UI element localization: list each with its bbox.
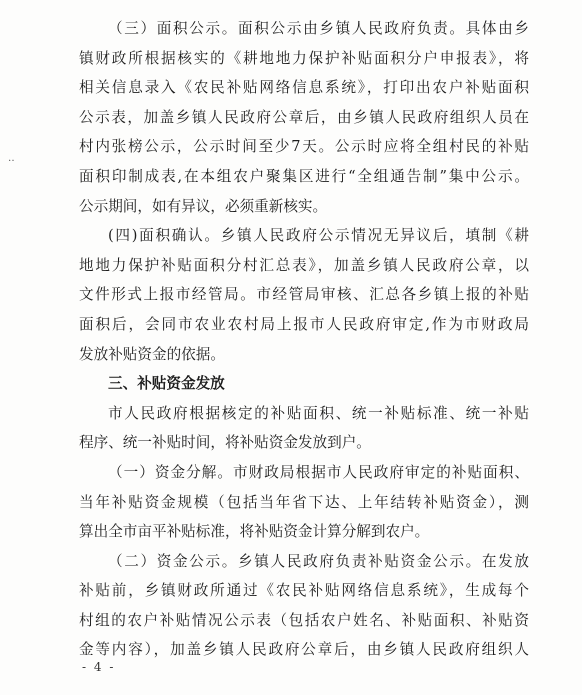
text-line: 当年补贴资金规模（包括当年省下达、上年结转补贴资金），测	[79, 493, 529, 511]
document-body	[79, 14, 529, 665]
text-line: 公示表，加盖乡镇人民政府公章后，由乡镇人民政府组织人员在	[79, 108, 529, 126]
text-line: 村组的农户补贴情况公示表（包括农户姓名、补贴面积、补贴资	[79, 611, 529, 629]
text-line: (四)面积确认。乡镇人民政府公示情况无异议后，填制《耕	[108, 227, 529, 245]
text-line: （三）面积公示。面积公示由乡镇人民政府负责。具体由乡	[108, 20, 529, 37]
text-line: 镇财政所根据核实的《耕地地力保护补贴面积分户申报表》，将	[79, 49, 529, 67]
text-line: 地地力保护补贴面积分村汇总表》，加盖乡镇人民政府公章，以	[79, 256, 529, 274]
text-line: 面积印制成表,在本组农户聚集区进行“全组通告制”集中公示。	[79, 167, 529, 185]
text-line: 市人民政府根据核定的补贴面积、统一补贴标准、统一补贴	[108, 404, 529, 422]
text-line: 文件形式上报市经管局。市经管局审核、汇总各乡镇上报的补贴	[79, 286, 529, 304]
page-number: - 4 -	[82, 660, 116, 674]
text-line: 金等内容），加盖乡镇人民政府公章后，由乡镇人民政府组织人	[79, 641, 529, 659]
text-line: 补贴前，乡镇财政所通过《农民补贴网络信息系统》，生成每个	[79, 582, 529, 600]
text-line: （二）资金公示。乡镇人民政府负责补贴资金公示。在发放	[108, 552, 529, 570]
text-line: （一）资金分解。市财政局根据市人民政府审定的补贴面积、	[108, 463, 529, 481]
text-line: 村内张榜公示，公示时间至少7天。公示时应将全组村民的补贴	[79, 138, 529, 156]
text-line: 面积后，会同市农业农村局上报市人民政府审定,作为市财政局	[79, 315, 529, 333]
paragraph-area-publicity	[79, 14, 529, 221]
paragraph-fund-publicity	[79, 547, 529, 665]
paragraph-section-intro	[79, 399, 529, 458]
margin-mark: ‥	[8, 153, 15, 164]
text-line: 程序、统一补贴时间，将补贴资金发放到户。	[79, 434, 371, 452]
text-line: 公示期间，如有异议，必须重新核实。	[79, 197, 328, 215]
section-heading: 三、补贴资金发放	[108, 375, 225, 393]
paragraph-fund-split	[79, 458, 529, 547]
text-line: 相关信息录入《农民补贴网络信息系统》，打印出农户补贴面积	[79, 79, 529, 97]
text-line: 算出全市亩平补贴标准，将补贴资金计算分解到农户。	[79, 523, 430, 541]
paragraph-area-confirmation	[79, 221, 529, 369]
text-line: 发放补贴资金的依据。	[79, 345, 225, 363]
